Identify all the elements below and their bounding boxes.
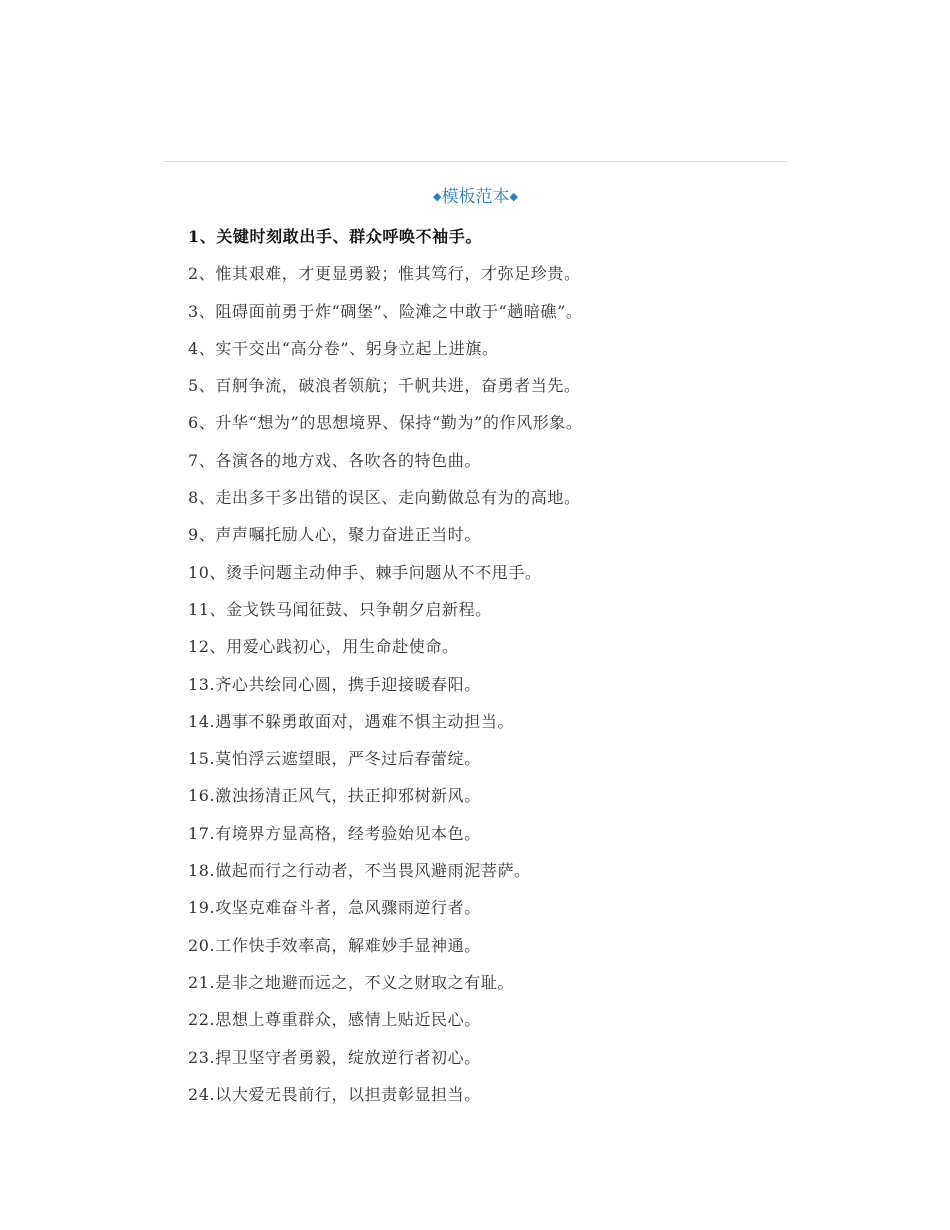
list-item: 7、各演各的地方戏、各吹各的特色曲。 bbox=[188, 450, 481, 470]
list-item: 23.捍卫坚守者勇毅，绽放逆行者初心。 bbox=[188, 1047, 481, 1067]
list-item: 20.工作快手效率高，解难妙手显神通。 bbox=[188, 935, 481, 955]
list-item: 9、声声嘱托励人心，聚力奋进正当时。 bbox=[188, 525, 481, 545]
list-item: 17.有境界方显高格，经考验始见本色。 bbox=[188, 823, 481, 843]
list-item: 2、惟其艰难，才更显勇毅；惟其笃行，才弥足珍贵。 bbox=[188, 264, 581, 284]
list-item: 4、实干交出“高分卷”、躬身立起上进旗。 bbox=[188, 338, 499, 358]
list-item: 3、阻碍面前勇于炸“碉堡”、险滩之中敢于“趟暗礁”。 bbox=[188, 301, 583, 321]
list-item: 1、关键时刻敢出手、群众呼唤不袖手。 bbox=[188, 227, 482, 246]
list-item: 22.思想上尊重群众，感情上贴近民心。 bbox=[188, 1010, 481, 1030]
list-item: 6、升华“想为”的思想境界、保持“勤为”的作风形象。 bbox=[188, 413, 583, 433]
right-diamond-ornament: ◆ bbox=[509, 190, 518, 203]
list-item: 15.莫怕浮云遮望眼，严冬过后春蕾绽。 bbox=[188, 749, 481, 769]
list-item: 11、金戈铁马闻征鼓、只争朝夕启新程。 bbox=[188, 599, 492, 619]
list-item: 5、百舸争流，破浪者领航；千帆共进，奋勇者当先。 bbox=[188, 376, 581, 396]
left-diamond-ornament: ◆ bbox=[433, 190, 442, 203]
top-divider bbox=[163, 161, 788, 162]
slogan-list bbox=[188, 224, 768, 1119]
list-item: 16.激浊扬清正风气，扶正抑邪树新风。 bbox=[188, 786, 481, 806]
list-item: 12、用爱心践初心，用生命赴使命。 bbox=[188, 637, 459, 657]
document-title bbox=[163, 184, 788, 210]
list-item: 19.攻坚克难奋斗者，急风骤雨逆行者。 bbox=[188, 898, 481, 918]
list-item: 8、走出多干多出错的误区、走向勤做总有为的高地。 bbox=[188, 488, 581, 508]
list-item: 24.以大爱无畏前行，以担责彰显担当。 bbox=[188, 1084, 481, 1104]
title-text: 模板范本 bbox=[441, 187, 510, 207]
list-item: 14.遇事不躲勇敢面对，遇难不惧主动担当。 bbox=[188, 711, 515, 731]
list-item: 10、烫手问题主动伸手、棘手问题从不不甩手。 bbox=[188, 562, 542, 582]
list-item: 18.做起而行之行动者，不当畏风避雨泥菩萨。 bbox=[188, 861, 531, 881]
list-item: 13.齐心共绘同心圆，携手迎接暖春阳。 bbox=[188, 674, 481, 694]
list-item: 21.是非之地避而远之，不义之财取之有耻。 bbox=[188, 972, 515, 992]
